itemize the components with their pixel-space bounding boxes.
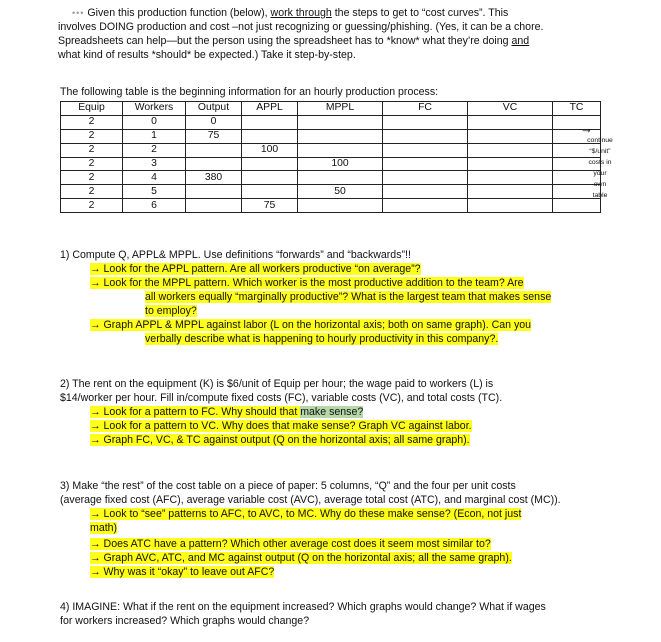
- q1-bullet-2a-text: → Look for the MPPL pattern. Which worker is the most productive addition to the team? Are: [90, 277, 524, 289]
- cell-vc: [468, 171, 553, 185]
- ellipsis-icon: •••: [72, 8, 85, 18]
- intro-line-2: involves DOING production and cost –not just recognizing or guessing/phishing. (Yes, it can be a chore.: [58, 21, 544, 33]
- table-row: [61, 129, 601, 143]
- cell-equip: 2: [61, 129, 123, 143]
- cell-equip: 2: [61, 185, 123, 199]
- cell-workers: 6: [123, 199, 186, 213]
- header-equip: Equip: [61, 102, 123, 116]
- intro-text-3: Spreadsheets can help—but the person using the spreadsheet has to *know* what they’re doing: [58, 35, 512, 47]
- q2-bullet-1-green: make sense?: [300, 406, 364, 418]
- cell-equip: 2: [61, 199, 123, 213]
- header-workers: Workers: [123, 102, 186, 116]
- header-fc: FC: [383, 102, 468, 116]
- side-note-line: costs in: [588, 159, 612, 166]
- intro-text-3u: and: [511, 35, 530, 47]
- cell-output: [186, 199, 242, 213]
- q3-bullet-4: [90, 566, 274, 579]
- cell-equip: 2: [61, 115, 123, 129]
- cell-appl: [242, 129, 298, 143]
- q2-bullet-2: [90, 420, 472, 433]
- table-row: [61, 171, 601, 185]
- cell-workers: 0: [123, 115, 186, 129]
- intro-text-1a: Given this production function (below),: [87, 7, 271, 19]
- cell-output: 0: [186, 115, 242, 129]
- cell-mppl: [298, 199, 383, 213]
- cell-workers: 5: [123, 185, 186, 199]
- cell-vc: [468, 157, 553, 171]
- cell-fc: [383, 157, 468, 171]
- q3-bullet-2-text: → Does ATC have a pattern? Which other average cost does it seem most similar to?: [90, 538, 491, 550]
- q1-bullet-2b-text: all workers equally “marginally productive”? What is the largest team that makes sense: [145, 291, 552, 303]
- q2-bullet-1: [90, 406, 363, 419]
- cell-appl: [242, 157, 298, 171]
- header-mppl: MPPL: [298, 102, 383, 116]
- right-arrow-icon: →: [580, 121, 593, 136]
- cell-fc: [383, 129, 468, 143]
- q3-bullet-2: [90, 538, 491, 551]
- cell-workers: 3: [123, 157, 186, 171]
- table-row: [61, 199, 601, 213]
- q3-bullet-1a: [90, 508, 521, 521]
- cell-output: [186, 143, 242, 157]
- q3-bullet-1a-text: → Look to “see” patterns to AFC, to AVC, to MC. Why do these make sense? (Econ, not just: [90, 508, 522, 520]
- q1-bullet-3a: [90, 319, 531, 332]
- side-note-line: table: [592, 192, 608, 199]
- cell-mppl: 100: [298, 157, 383, 171]
- cell-output: 380: [186, 171, 242, 185]
- q1-bullet-2c-text: to employ?: [145, 305, 197, 317]
- cell-mppl: [298, 129, 383, 143]
- cell-output: [186, 185, 242, 199]
- table-row: [61, 157, 601, 171]
- cell-appl: [242, 185, 298, 199]
- cell-workers: 2: [123, 143, 186, 157]
- q1-bullet-1: [90, 263, 421, 276]
- cell-output: 75: [186, 129, 242, 143]
- cell-mppl: [298, 143, 383, 157]
- intro-text-1b: work through: [270, 7, 332, 19]
- table-row: [61, 143, 601, 157]
- q3-line-2: (average fixed cost (AFC), average variable cost (AVC), average total cost (ATC), and marginal cost (MC)).: [60, 494, 561, 506]
- table-header-row: [61, 102, 601, 116]
- side-note-line: own: [593, 181, 607, 188]
- q4-line-2: for workers increased? Which graphs would change?: [60, 615, 310, 627]
- q2-line-1: 2) The rent on the equipment (K) is $6/unit of Equip per hour; the wage paid to workers (L) is: [60, 378, 494, 390]
- table-row: [61, 185, 601, 199]
- q2-bullet-3: [90, 434, 470, 447]
- q2-bullet-1-text: → Look for a pattern to FC. Why should that: [90, 406, 301, 418]
- q1-bullet-3a-text: → Graph APPL & MPPL against labor (L on the horizontal axis; both on same graph). Can you: [90, 319, 532, 331]
- side-note-line: continue: [587, 137, 613, 144]
- intro-line-3: [58, 35, 529, 48]
- cell-mppl: 50: [298, 185, 383, 199]
- q4-line-1: 4) IMAGINE: What if the rent on the equipment increased? Which graphs would change? What if wages: [60, 601, 546, 613]
- cell-equip: 2: [61, 171, 123, 185]
- q1-bullet-2a: [90, 277, 524, 290]
- cell-workers: 1: [123, 129, 186, 143]
- intro-line-4: what kind of results *should* be expected.) Take it step-by-step.: [58, 49, 356, 61]
- cell-mppl: [298, 115, 383, 129]
- header-appl: APPL: [242, 102, 298, 116]
- cell-appl: 75: [242, 199, 298, 213]
- cell-vc: [468, 143, 553, 157]
- side-note-line: your: [593, 170, 607, 177]
- table-row: [61, 115, 601, 129]
- production-table: [60, 101, 601, 213]
- q3-bullet-3: [90, 552, 512, 565]
- q2-bullet-3-text: → Graph FC, VC, & TC against output (Q on the horizontal axis; all same graph).: [90, 434, 470, 446]
- cell-workers: 4: [123, 171, 186, 185]
- q1-bullet-2b: [145, 291, 551, 304]
- cell-vc: [468, 185, 553, 199]
- q3-bullet-1b: [90, 522, 117, 535]
- q2-line-2: $14/worker per hour. Fill in/compute fixed costs (FC), variable costs (VC), and total costs (TC).: [60, 392, 503, 404]
- cell-vc: [468, 199, 553, 213]
- cell-vc: [468, 115, 553, 129]
- cell-mppl: [298, 171, 383, 185]
- q1-title: 1) Compute Q, APPL& MPPL. Use definitions “forwards” and “backwards”!!: [60, 249, 411, 261]
- cell-equip: 2: [61, 157, 123, 171]
- cell-appl: [242, 171, 298, 185]
- q1-bullet-2c: [145, 305, 197, 318]
- cell-fc: [383, 185, 468, 199]
- q1-bullet-3b-text: verbally describe what is happening to hourly productivity in this company?.: [145, 333, 499, 345]
- header-tc: TC: [553, 102, 601, 116]
- intro-line-1: [72, 7, 508, 20]
- cell-vc: [468, 129, 553, 143]
- q3-line-1: 3) Make “the rest” of the cost table on a piece of paper: 5 columns, “Q” and the four per unit costs: [60, 480, 516, 492]
- cell-appl: 100: [242, 143, 298, 157]
- side-note-line: “$/unit”: [589, 148, 611, 155]
- q2-bullet-2-text: → Look for a pattern to VC. Why does that make sense? Graph VC against labor.: [90, 420, 472, 432]
- cell-fc: [383, 171, 468, 185]
- cell-equip: 2: [61, 143, 123, 157]
- table-caption: The following table is the beginning information for an hourly production process:: [60, 86, 439, 98]
- q3-bullet-1b-text: math): [90, 522, 118, 534]
- header-vc: VC: [468, 102, 553, 116]
- q3-bullet-3-text: → Graph AVC, ATC, and MC against output (Q on the horizontal axis; all the same graph).: [90, 552, 512, 564]
- side-note: [574, 135, 626, 201]
- cell-fc: [383, 115, 468, 129]
- cell-appl: [242, 115, 298, 129]
- q1-bullet-1-text: → Look for the APPL pattern. Are all workers productive “on average”?: [90, 263, 421, 275]
- cell-fc: [383, 143, 468, 157]
- header-output: Output: [186, 102, 242, 116]
- cell-fc: [383, 199, 468, 213]
- q3-bullet-4-text: → Why was it “okay” to leave out AFC?: [90, 566, 275, 578]
- q1-bullet-3b: [145, 333, 498, 346]
- intro-text-1c: the steps to get to “cost curves”. This: [331, 7, 509, 19]
- cell-output: [186, 157, 242, 171]
- cell-tc: [553, 115, 601, 129]
